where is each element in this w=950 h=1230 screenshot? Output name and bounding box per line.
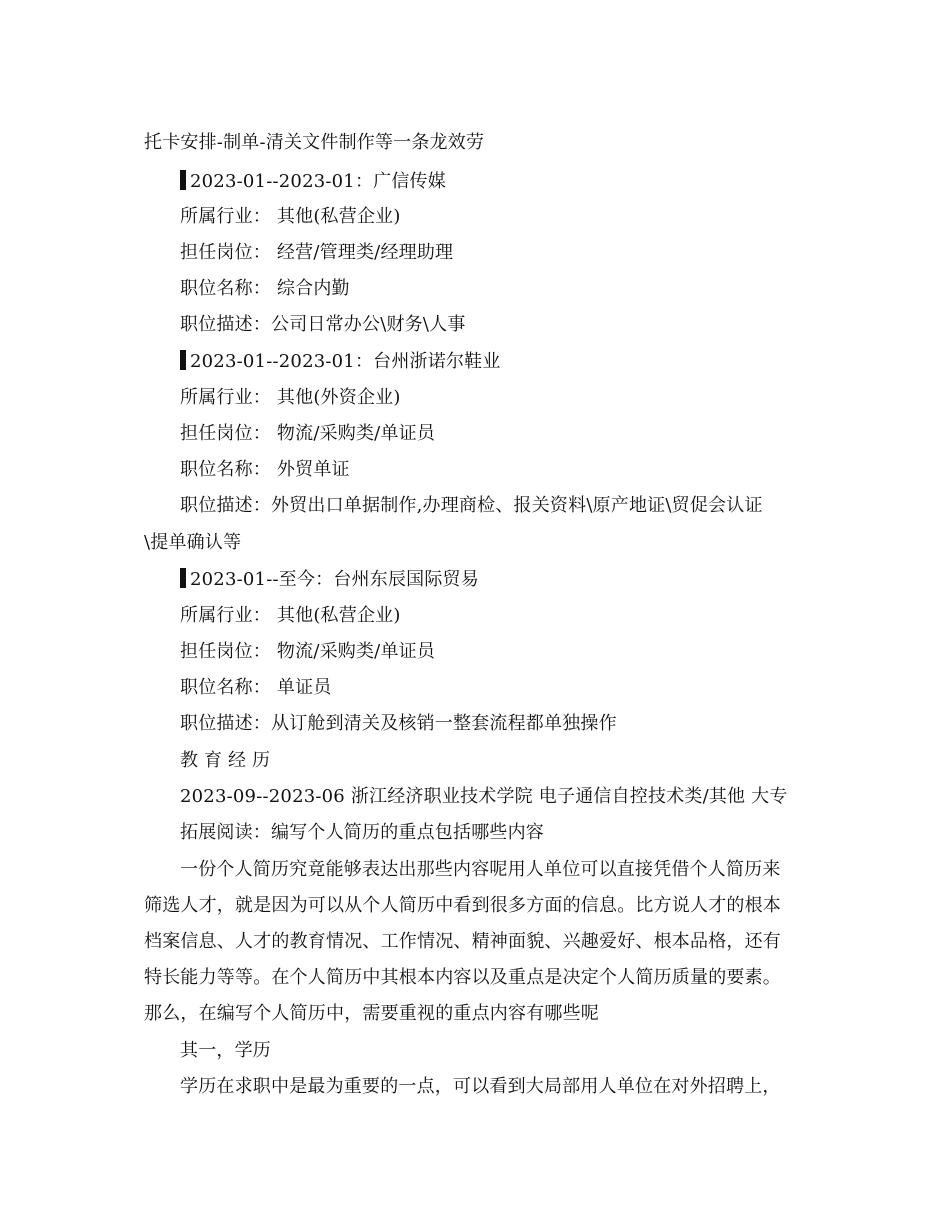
intro-line: 托卡安排-制单-清关文件制作等一条龙效劳 (144, 132, 485, 153)
job-title: 职位名称： 外贸单证 (180, 459, 350, 480)
job-title: 职位名称： 单证员 (180, 677, 332, 698)
job-header (180, 568, 804, 591)
paragraph-line: 学历在求职中是最为重要的一点，可以看到大局部用人单位在对外招聘上， (180, 1076, 781, 1097)
job-header-text: 2023-01--至今：台州东辰国际贸易 (190, 569, 479, 590)
job-header (180, 170, 804, 193)
job-post: 担任岗位： 物流/采购类/单证员 (180, 423, 436, 444)
job-title: 职位名称： 综合内勤 (180, 278, 350, 299)
paragraph-line: 筛选人才，就是因为可以从个人简历中看到很多方面的信息。比方说人才的根本 (144, 895, 781, 916)
job-industry: 所属行业： 其他(私营企业) (180, 605, 401, 626)
paragraph-line: 特长能力等等。在个人简历中其根本内容以及重点是决定个人简历质量的要素。 (144, 967, 781, 988)
job-post: 担任岗位： 经营/管理类/经理助理 (180, 242, 454, 263)
bullet-bar-icon (180, 170, 186, 190)
paragraph-line: 那么，在编写个人简历中，需要重视的重点内容有哪些呢 (144, 1003, 599, 1024)
education-entry: 2023-09--2023-06 浙江经济职业技术学院 电子通信自控技术类/其他 大专 (180, 786, 788, 807)
job-header-text: 2023-01--2023-01：台州浙诺尔鞋业 (190, 351, 501, 372)
job-header-text: 2023-01--2023-01：广信传媒 (190, 171, 446, 192)
job-industry: 所属行业： 其他(外资企业) (180, 387, 401, 408)
job-description: 职位描述：从订舱到清关及核销一整套流程都单独操作 (180, 713, 617, 734)
job-header (180, 350, 804, 373)
paragraph-line: 档案信息、人才的教育情况、工作情况、精神面貌、兴趣爱好、根本品格，还有 (144, 931, 781, 952)
bullet-bar-icon (180, 350, 186, 370)
job-post: 担任岗位： 物流/采购类/单证员 (180, 641, 436, 662)
paragraph-line: 一份个人简历究竟能够表达出那些内容呢用人单位可以直接凭借个人简历来 (180, 859, 781, 880)
job-description: 职位描述：外贸出口单据制作,办理商检、报关资料\原产地证\贸促会认证 (180, 495, 763, 516)
bullet-bar-icon (180, 568, 186, 588)
job-industry: 所属行业： 其他(私营企业) (180, 206, 401, 227)
job-description-continued: \提单确认等 (144, 532, 242, 553)
job-description: 职位描述：公司日常办公\财务\人事 (180, 314, 466, 335)
education-heading: 教育经历 (180, 750, 276, 771)
section-heading: 其一，学历 (180, 1040, 271, 1061)
extended-reading-title: 拓展阅读：编写个人简历的重点包括哪些内容 (180, 822, 544, 843)
